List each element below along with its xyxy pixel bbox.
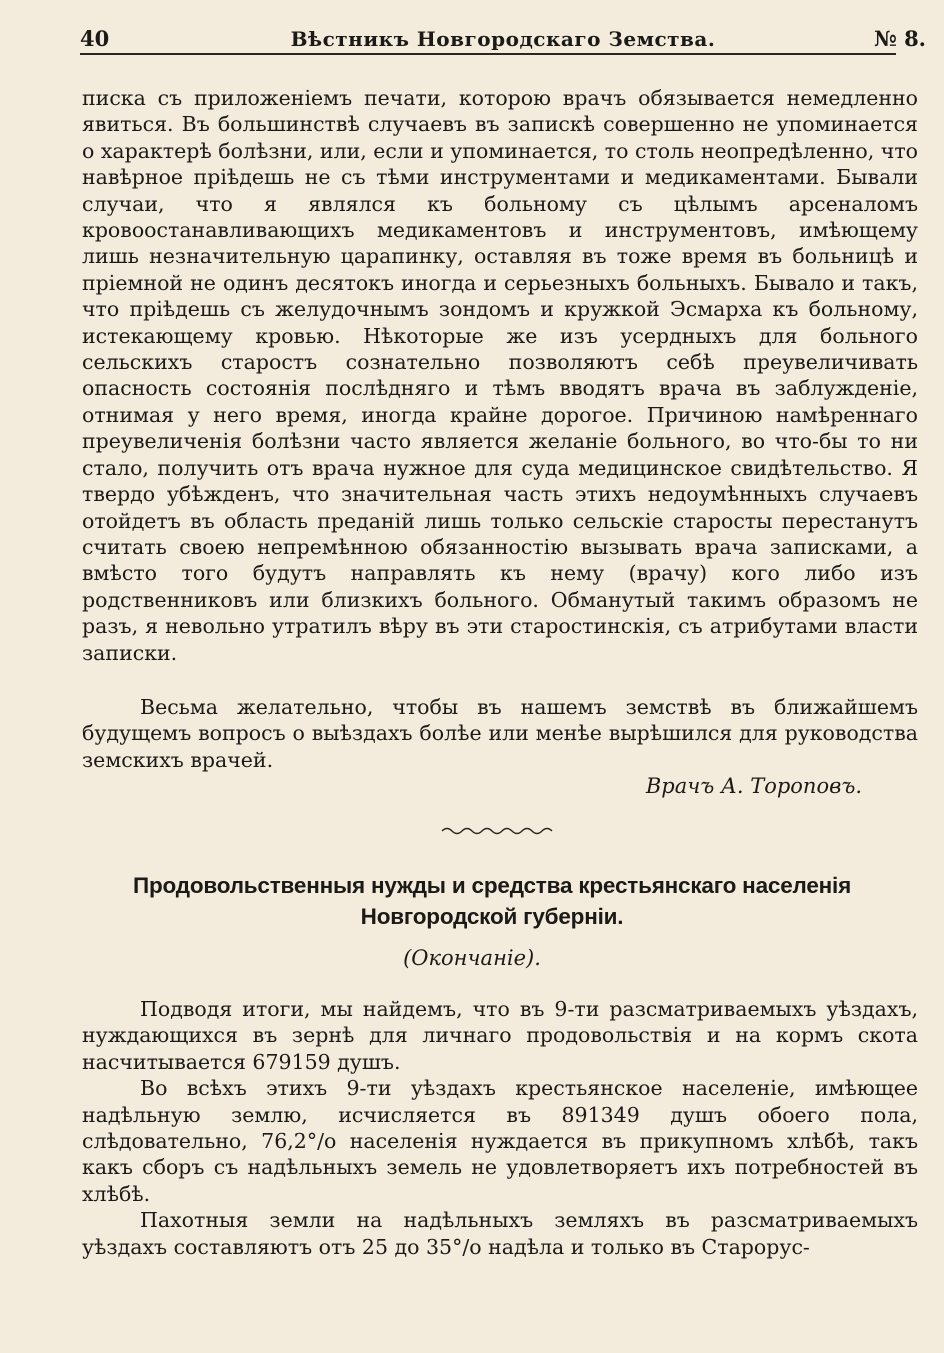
previous-article-text <box>82 85 918 666</box>
paragraph: Подводя итоги, мы найдемъ, что въ 9-ти разсматриваемыхъ уѣздахъ, нуждающихся въ зернѣ для личнаго продовольствія и на кормъ скота насчитывается 679159 душъ. <box>82 997 918 1074</box>
article-subtitle: (Окончаніе). <box>403 946 541 970</box>
paragraph: Пахотныя земли на надѣльныхъ земляхъ въ разсматриваемыхъ уѣздахъ составляютъ отъ 25 до 35°/о надѣла и только въ Старорус- <box>82 1208 918 1259</box>
paragraph: писка съ приложеніемъ печати, которою врачъ обязывается немедленно явиться. Въ большинствѣ случаевъ въ запискѣ совершенно не упоминается о характерѣ болѣзни, или, если и упоминается, то столь неопредѣленно, что навѣрное пріѣдешь не съ тѣми инструментами и медикаментами. Бывали случаи, что я являлся къ больному съ цѣлымъ арсеналомъ кровоостанавливающихъ медикаментовъ и инструментовъ, имѣющему лишь незначительную царапинку, оставляя въ тоже время въ больницѣ и пріемной не одинъ десятокъ иногда и серьезныхъ больныхъ. Бывало и такъ, что пріѣдешь съ желудочнымъ зондомъ и кружкой Эсмарха къ больному, истекающему кровью. Нѣкоторые же изъ усердныхъ для больного сельскихъ старостъ сознательно позволяютъ себѣ преувеличивать опасность состоянія послѣдняго и тѣмъ вводятъ врача въ заблужденіе, отнимая у него время, иногда крайне дорогое. Причиною намѣреннаго преувеличенія болѣзни часто является желаніе больного, во что-бы то ни стало, получить отъ врача нужное для суда медицинское свидѣтельство. Я твердо убѣжденъ, что значительная часть этихъ недоумѣнныхъ случаевъ отойдетъ въ область преданій лишь только сельскіе старосты перестанутъ считать своею непремѣнною обязанностію вызывать врача записками, а вмѣсто того будутъ направлять къ нему (врачу) кого либо изъ родственниковъ или близкихъ больного. Обманутый такимъ образомъ не разъ, я невольно утратилъ вѣру въ эти старостинскія, съ атрибутами власти записки. <box>82 86 918 665</box>
journal-title: Вѣстникъ Новгородскаго Земства. <box>290 27 716 51</box>
article-text <box>82 996 918 1260</box>
issue-number: № 8. <box>873 26 926 51</box>
paragraph: Весьма желательно, чтобы въ нашемъ земствѣ въ ближайшемъ будущемъ вопросъ о выѣздахъ болѣе или менѣе вырѣшился для руководства земскихъ врачей. <box>82 695 918 772</box>
page-number: 40 <box>80 26 110 51</box>
page-header <box>80 22 926 56</box>
paragraph: Во всѣхъ этихъ 9-ти уѣздахъ крестьянское населеніе, имѣющее надѣльную землю, исчисляется въ 891349 душъ обоего пола, слѣдовательно, 76,2°/о населенія нуждается въ прикупномъ хлѣбѣ, такъ какъ сборъ съ надѣльныхъ земель не удовлетворяетъ ихъ потребностей въ хлѣбѣ. <box>82 1076 918 1206</box>
wavy-divider-ornament <box>440 824 556 838</box>
previous-article-closing <box>82 694 918 773</box>
article-title: Продовольственныя нужды и средства крестьянскаго населенія Новгородской губерніи. <box>132 873 851 929</box>
header-rule <box>80 53 896 55</box>
author-signature: Врачъ А. Торoповъ. <box>645 774 862 798</box>
